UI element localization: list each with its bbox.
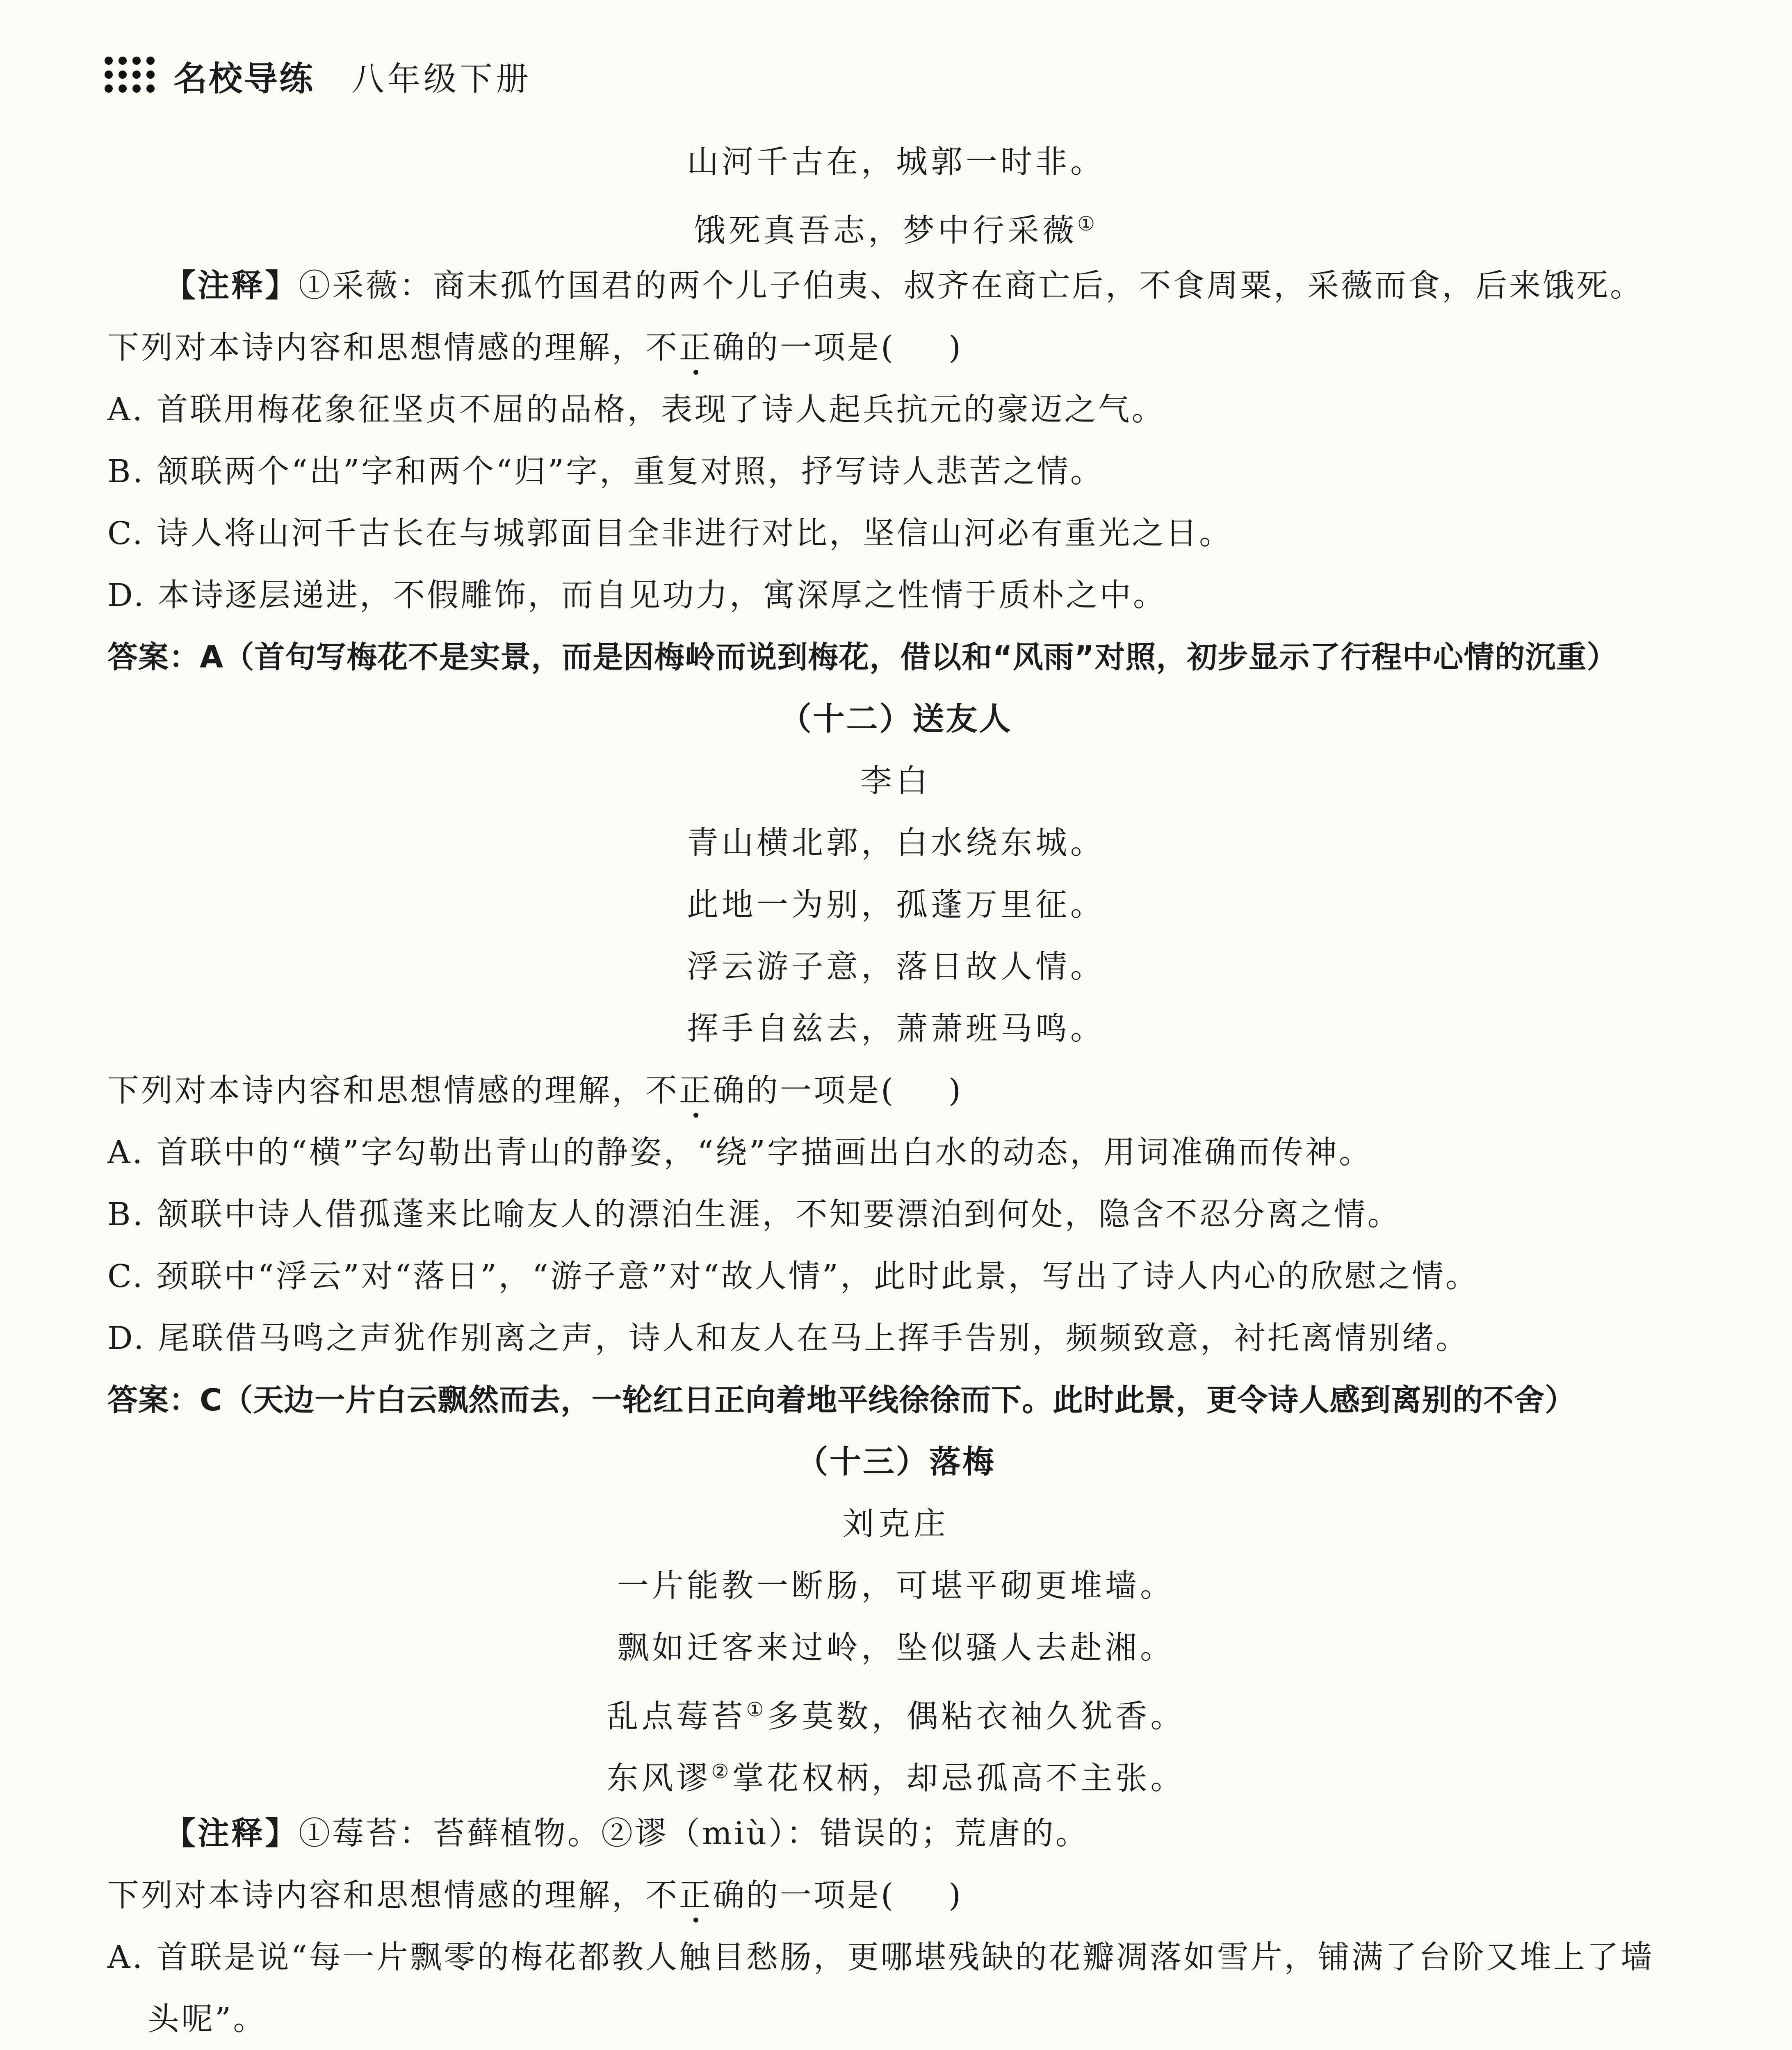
poem-author: 刘克庄 <box>842 1506 950 1542</box>
poem-line: 饿死真吾志，梦中行采薇① <box>693 212 1099 249</box>
option-d: D. 本诗逐层递进，不假雕饰，而自见功力，寓深厚之性情于质朴之中。 <box>107 577 1167 614</box>
poem-title: （十三）落梅 <box>796 1444 996 1481</box>
poem-line: 山河千古在，城郭一时非。 <box>687 144 1105 180</box>
poem-author: 李白 <box>860 763 932 800</box>
emphasis-text: 不正确 <box>645 317 746 379</box>
option-a: A. 首联是说“每一片飘零的梅花都教人触目愁肠，更哪堪残缺的花瓣凋落如雪片，铺满了台阶又堆上了墙 <box>107 1939 1654 1976</box>
poem-line: 东风谬②掌花权柄，却忌孤高不主张。 <box>606 1760 1186 1797</box>
answer-line: 答案：C（天边一片白云飘然而去，一轮红日正向着地平线徐徐而下。此时此景，更令诗人感到离别的不舍） <box>107 1383 1576 1418</box>
annotation-label: 【注释】 <box>164 268 299 304</box>
poem-line: 青山横北郭，白水绕东城。 <box>687 825 1105 861</box>
footnote-marker: ① <box>746 1698 767 1721</box>
option-a-continued: 头呢”。 <box>148 2001 267 2038</box>
grade-label: 八年级下册 <box>351 59 532 98</box>
option-a: A. 首联用梅花象征坚贞不屈的品格，表现了诗人起兵抗元的豪迈之气。 <box>107 392 1165 428</box>
poem-line: 一片能教一断肠，可堪平砌更堆墙。 <box>617 1568 1175 1604</box>
annotation: 【注释】①莓苔：苔藓植物。②谬（miù）：错误的；荒唐的。 <box>164 1815 1089 1852</box>
poem-line: 此地一为别，孤蓬万里征。 <box>687 887 1105 923</box>
emphasis-text: 不正确 <box>645 1060 746 1122</box>
series-logo-dots-icon <box>105 57 157 95</box>
footnote-marker: ① <box>1077 212 1099 235</box>
question-stem: 下列对本诗内容和思想情感的理解，不正确的一项是( ) <box>0 1865 1792 1927</box>
option-a: A. 首联中的“横”字勾勒出青山的静姿，“绕”字描画出白水的动态，用词准确而传神。 <box>107 1134 1373 1171</box>
poem-line: 飘如迁客来过岭，坠似骚人去赴湘。 <box>617 1630 1175 1666</box>
annotation-label: 【注释】 <box>164 1815 299 1852</box>
question-stem: 下列对本诗内容和思想情感的理解，不正确的一项是( ) <box>0 1060 1792 1122</box>
option-c: C. 颈联中“浮云”对“落日”，“游子意”对“故人情”，此时此景，写出了诗人内心的欣慰之情。 <box>107 1258 1480 1295</box>
poem-title: （十二）送友人 <box>780 701 1012 738</box>
option-d: D. 尾联借马鸣之声犹作别离之声，诗人和友人在马上挥手告别，频频致意，衬托离情别绪。 <box>107 1320 1469 1357</box>
question-stem: 下列对本诗内容和思想情感的理解，不正确的一项是( ) <box>0 317 1792 379</box>
footnote-marker: ② <box>711 1760 732 1783</box>
option-b: B. 颔联中诗人借孤蓬来比喻友人的漂泊生涯，不知要漂泊到何处，隐含不忍分离之情。 <box>107 1196 1401 1233</box>
poem-line: 挥手自兹去，萧萧班马鸣。 <box>687 1011 1105 1047</box>
emphasis-text: 不正确 <box>645 1865 746 1927</box>
annotation: 【注释】①采薇：商末孤竹国君的两个儿子伯夷、叔齐在商亡后，不食周粟，采薇而食，后来饿死。 <box>164 268 1644 304</box>
answer-line: 答案：A（首句写梅花不是实景，而是因梅岭而说到梅花，借以和“风雨”对照，初步显示了行程中心情的沉重） <box>107 640 1618 675</box>
book-series-title: 名校导练 <box>173 59 315 98</box>
option-c: C. 诗人将山河千古长在与城郭面目全非进行对比，坚信山河必有重光之日。 <box>107 515 1233 552</box>
poem-line: 乱点莓苔①多莫数，偶粘衣袖久犹香。 <box>606 1698 1186 1735</box>
page-body <box>0 131 1792 2050</box>
poem-line: 浮云游子意，落日故人情。 <box>687 949 1105 985</box>
page-header <box>105 49 532 102</box>
option-b: B. 颔联两个“出”字和两个“归”字，重复对照，抒写诗人悲苦之情。 <box>107 453 1104 490</box>
